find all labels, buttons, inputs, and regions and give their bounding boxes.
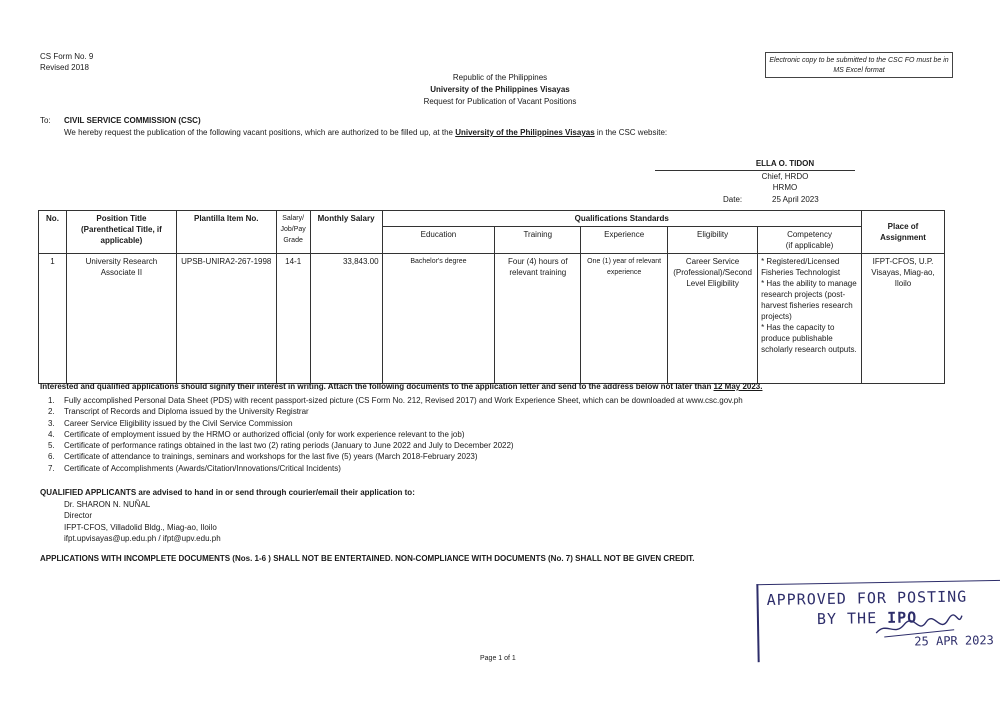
date-value: 25 April 2023 (772, 195, 819, 204)
list-item-text: Certificate of attendance to trainings, seminars and workshops for the last five (5) years (March 2018-February 2023) (64, 452, 478, 462)
cell-position: University Research Associate II (66, 254, 176, 384)
col-plantilla: Plantilla Item No. (176, 211, 276, 254)
col-training: Training (495, 227, 581, 254)
date-label: Date: (723, 195, 743, 204)
col-eligibility: Eligibility (668, 227, 758, 254)
table-header-row (39, 211, 945, 227)
signatory-office: HRMO (772, 183, 798, 192)
contact-name: Dr. SHARON N. NUÑAL (64, 499, 151, 509)
submission-contact-block (40, 487, 415, 545)
form-number-block (40, 51, 93, 73)
cell-place: IFPT-CFOS, U.P. Visayas, Miag-ao, Iloilo (862, 254, 945, 384)
list-item (40, 440, 940, 451)
col-place-of-assignment: Place of Assignment (862, 211, 945, 254)
col-competency (758, 227, 862, 254)
list-item-text: Certificate of performance ratings obtained in the last two (2) rating periods (January to June 2022 and July to December 2022) (64, 441, 514, 451)
competency-subheader: (if applicable) (785, 241, 834, 250)
col-salary-grade: Salary/ Job/Pay Grade (276, 211, 310, 254)
list-item-text: Career Service Eligibility issued by the Civil Service Commission (64, 418, 293, 428)
col-position-title (66, 211, 176, 254)
list-item-number: 1. (48, 396, 55, 405)
list-item-number: 2. (48, 407, 55, 417)
list-item-text: Certificate of employment issued by the HRMO or authorized official (only for work experience relevant to the job) (64, 429, 465, 439)
university-name: University of the Philippines Visayas (430, 85, 570, 94)
request-university: University of the Philippines Visayas (455, 128, 595, 137)
addressee-name: CIVIL SERVICE COMMISSION (CSC) (64, 116, 201, 125)
approval-stamp (756, 580, 1000, 662)
list-item (40, 463, 940, 474)
col-qualifications: Qualifications Standards (382, 211, 861, 227)
list-item-number: 3. (48, 418, 55, 428)
instructions-text (40, 382, 762, 391)
list-item-number: 5. (48, 441, 55, 451)
list-item (40, 451, 940, 462)
page-number: Page 1 of 1 (480, 655, 516, 662)
to-label: To: (40, 116, 51, 125)
form-number: CS Form No. 9 (40, 52, 94, 61)
stamp-line-1: APPROVED FOR POSTING (766, 587, 968, 610)
application-instructions (40, 381, 762, 392)
vacant-positions-table (38, 210, 945, 384)
competency-item: * Registered/Licensed Fisheries Technologist (761, 257, 841, 277)
instructions-body: Interested and qualified applications should signify their interest in writing. Attach the following documents to the application letter and send to the address below not later than (40, 382, 714, 391)
cell-experience: One (1) year of relevant experience (581, 254, 668, 384)
col-no: No. (39, 211, 67, 254)
signatory-name: ELLA O. TIDON (755, 159, 815, 168)
competency-item: * Has the ability to manage research projects (post-harvest fisheries research projects) (761, 279, 857, 321)
cell-salary: 33,843.00 (310, 254, 382, 384)
list-item (40, 395, 940, 406)
position-title-header: Position Title (96, 214, 147, 223)
list-item-text: Certificate of Accomplishments (Awards/Citation/Innovations/Critical Incidents) (64, 463, 341, 473)
request-text-before: We hereby request the publication of the following vacant positions, which are authorized to be filled up, at the (64, 128, 456, 137)
competency-header: Competency (787, 230, 832, 239)
form-revised: Revised 2018 (40, 63, 89, 72)
compliance-notice: APPLICATIONS WITH INCOMPLETE DOCUMENTS (Nos. 1-6 ) SHALL NOT BE ENTERTAINED. NON-COMPLIANCE WITH DOCUMENTS (No. 7) SHALL NOT BE GIVEN CREDIT. (40, 554, 695, 563)
list-item (40, 406, 940, 417)
request-title: Request for Publication of Vacant Positions (423, 97, 577, 106)
stamp-line-2-bold: IPO (887, 608, 918, 627)
cell-grade: 14-1 (276, 254, 310, 384)
cell-education: Bachelor's degree (382, 254, 495, 384)
list-item-text: Fully accomplished Personal Data Sheet (PDS) with recent passport-sized picture (CS Form No. 212, Revised 2017) and Work Experience Sheet, which can be downloaded at www.csc.gov.ph (64, 396, 743, 405)
required-documents-list (40, 395, 940, 474)
list-item (40, 418, 940, 429)
cell-eligibility: Career Service (Professional)/Second Level Eligibility (668, 254, 758, 384)
cell-training: Four (4) hours of relevant training (495, 254, 581, 384)
submission-heading: QUALIFIED APPLICANTS are advised to hand in or send through courier/email their application to: (40, 488, 415, 497)
position-title-subheader: (Parenthetical Title, if applicable) (81, 225, 162, 245)
list-item-number: 7. (48, 463, 55, 473)
contact-title: Director (64, 511, 93, 520)
list-item-text: Transcript of Records and Diploma issued by the University Registrar (64, 407, 309, 417)
request-statement (64, 127, 667, 139)
cell-no: 1 (39, 254, 67, 384)
document-header (0, 72, 1000, 108)
list-item-number: 6. (48, 452, 55, 462)
cell-competency (758, 254, 862, 384)
signatory-block (655, 158, 855, 193)
addressee-block (40, 115, 940, 141)
contact-address: IFPT-CFOS, Villadolid Bldg., Miag-ao, Iloilo (64, 522, 217, 532)
cell-plantilla: UPSB-UNIRA2-267-1998 (176, 254, 276, 384)
deadline: 12 May 2023. (713, 382, 763, 391)
electronic-copy-note: Electronic copy to be submitted to the CSC FO must be in MS Excel format (765, 52, 953, 78)
republic-line: Republic of the Philippines (452, 73, 548, 82)
request-text-after: in the CSC website: (594, 128, 668, 137)
stamp-line-2-prefix: BY THE (816, 608, 888, 629)
signatory-title: Chief, HRDO (761, 172, 809, 181)
stamp-date: 25 APR 2023 (914, 633, 994, 649)
col-education: Education (382, 227, 495, 254)
competency-item: * Has the capacity to produce publishable scholarly research outputs. (761, 323, 857, 354)
contact-emails: ifpt.upvisayas@up.edu.ph / ifpt@upv.edu.ph (64, 534, 221, 543)
list-item (40, 429, 940, 440)
list-item-number: 4. (48, 429, 55, 439)
col-experience: Experience (581, 227, 668, 254)
table-row (39, 254, 945, 384)
col-monthly-salary: Monthly Salary (310, 211, 382, 254)
